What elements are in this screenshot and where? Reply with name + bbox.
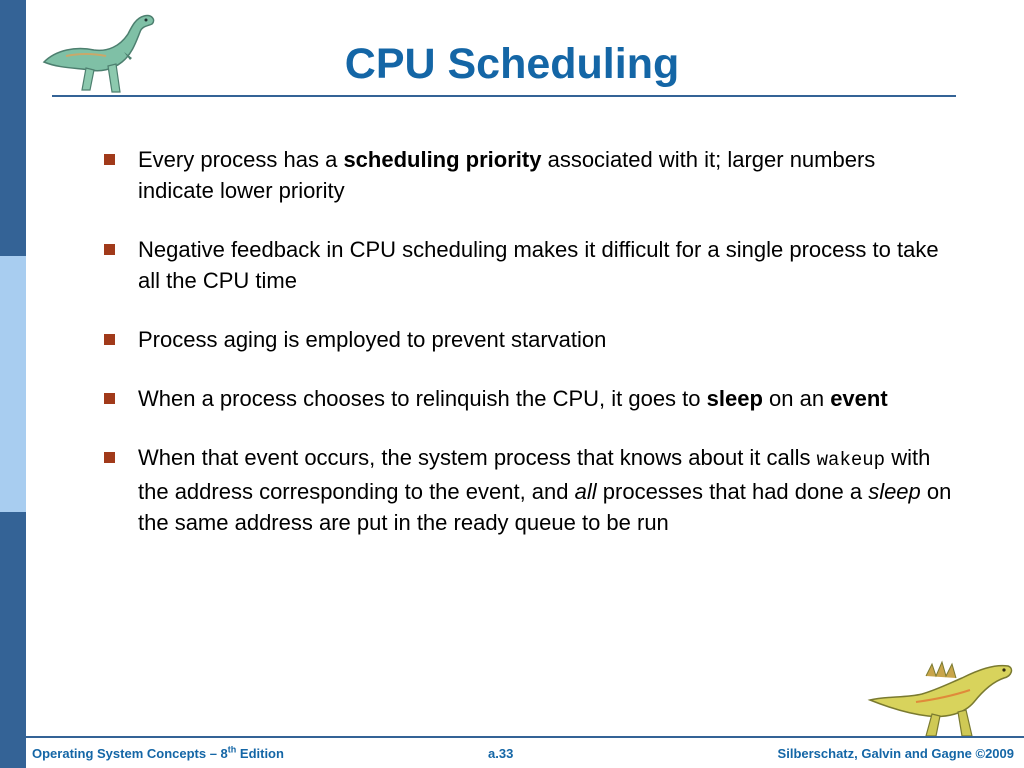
bullet-item [100, 383, 956, 414]
bullet-square-icon [104, 154, 115, 165]
bullet-item [100, 144, 956, 206]
bullet-square-icon [104, 244, 115, 255]
dinosaur-bottom-icon [866, 656, 1016, 740]
slide-title: CPU Scheduling [344, 40, 680, 88]
bullet-text: Process aging is employed to prevent starvation [138, 327, 607, 352]
bullet-text: When that event occurs, the system process that knows about it calls [138, 445, 817, 470]
bullet-square-icon [104, 334, 115, 345]
footer-divider [0, 736, 1024, 738]
bullet-code-term: wakeup [816, 449, 886, 471]
bullet-item [100, 442, 956, 538]
bullet-square-icon [104, 393, 115, 404]
footer-slide-number: a.33 [488, 746, 514, 761]
bullet-bold-term: sleep [706, 386, 763, 411]
bullet-item [100, 234, 956, 296]
bullet-text: associated with it; larger numbers indicate lower priority [138, 147, 876, 203]
bullet-item [100, 324, 956, 355]
bullet-square-icon [104, 452, 115, 463]
sidebar-segment-middle [0, 256, 26, 512]
bullet-text: When a process chooses to relinquish the CPU, it goes to [138, 386, 707, 411]
title-divider [52, 95, 956, 97]
bullet-text: Every process has a [138, 147, 344, 172]
footer-authors: Silberschatz, Galvin and Gagne ©2009 [777, 746, 1014, 761]
bullet-text: on the same address are put in the ready queue to be run [138, 479, 952, 535]
bullet-text: on an [762, 386, 831, 411]
bullet-bold-term: event [830, 386, 888, 411]
sidebar-segment-bottom [0, 512, 26, 768]
footer-book-text: Operating System Concepts – 8 [32, 746, 228, 761]
bullet-list [100, 144, 956, 566]
bullet-italic-term: sleep [868, 479, 921, 504]
bullet-text: processes that had done a [596, 479, 869, 504]
footer-book-title [32, 746, 284, 761]
bullet-italic-term: all [574, 479, 597, 504]
sidebar-stripe [0, 0, 26, 768]
bullet-text: with the address corresponding to the event, and [138, 445, 931, 504]
footer-book-sup: th [227, 744, 237, 755]
bullet-bold-term: scheduling priority [343, 147, 542, 172]
bullet-text: Negative feedback in CPU scheduling makes it difficult for a single process to take all the CPU time [138, 237, 939, 293]
footer-book-suffix: Edition [236, 746, 284, 761]
